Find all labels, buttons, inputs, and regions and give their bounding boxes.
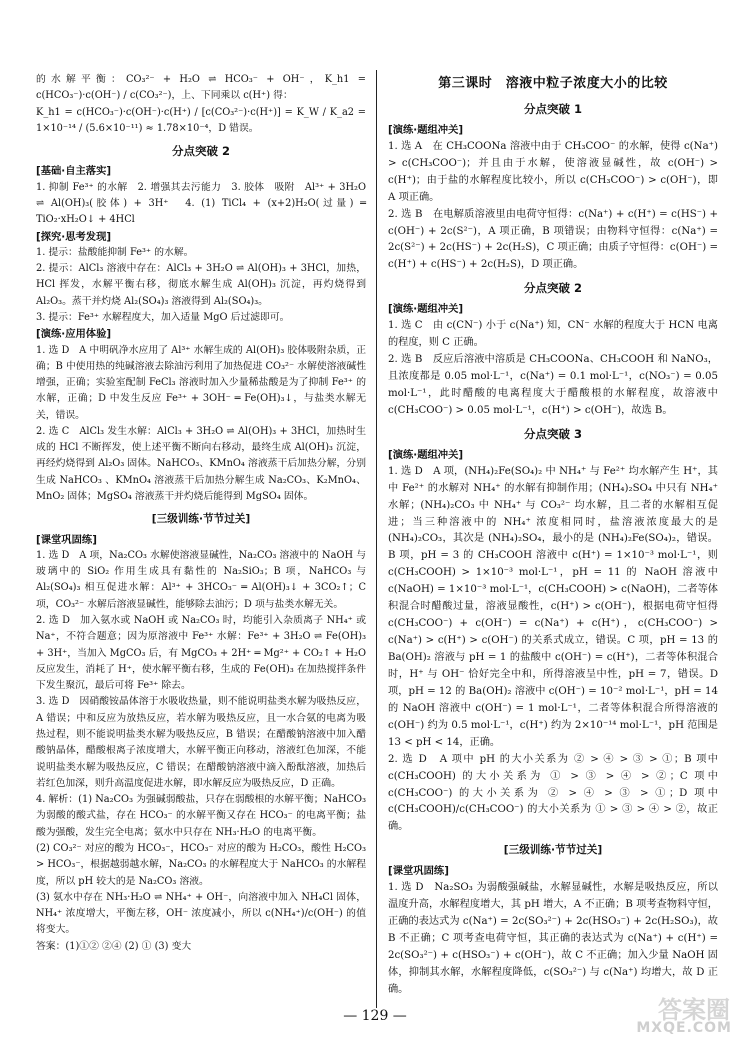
watermark-text: 答案圈 [658, 996, 730, 1024]
subsection-label: [课堂巩固练] [388, 865, 449, 878]
lesson-title: 第三课时 溶液中粒子浓度大小的比较 [438, 76, 668, 91]
paragraph: 1. 选 C 由 c(CN⁻) 小于 c(Na⁺) 知，CN⁻ 水解的程度大于 HCN 电离的程度，则 C 正确。 [388, 320, 718, 349]
section-banner: [三级训练·节节过关] [503, 844, 603, 857]
paragraph: 答案：(1)①② ②④ (2) ① (3) 变大 [36, 940, 192, 952]
paragraph: 1. 选 D A 项，Na₂CO₃ 水解使溶液显碱性，Na₂CO₃ 溶液中的 NaOH 与玻璃中的 SiO₂ 作用生成具有黏性的 Na₂SiO₃；B 项，NaHCO₃ 与 Al₂(SO₄)₃ 相互促进水解：Al³⁺ + 3HCO₃⁻ ═ Al(OH)₃↓ + 3CO₂↑；C 项，CO₃²⁻ 水解后溶液显碱性，能够除去油污；D 项与盐类水解无关。 [36, 549, 366, 610]
right-column [388, 72, 718, 999]
section-heading: 分点突破 2 [523, 281, 582, 296]
section-heading: 分点突破 1 [523, 101, 582, 116]
left-column [36, 72, 366, 955]
section-banner: [三级训练·节节过关] [151, 513, 251, 526]
paragraph: 1. 选 D A 项，(NH₄)₂Fe(SO₄)₂ 中 NH₄⁺ 与 Fe²⁺ 均水解产生 H⁺，其中 Fe²⁺ 的水解对 NH₄⁺ 的水解有抑制作用；(NH₄)₂SO₄ 中只有 NH₄⁺ 水解；(NH₄)₂CO₃ 中 NH₄⁺ 与 CO₃²⁻ 均水解，且二者的水解相互促进；当三种溶液中的 NH₄⁺ 浓度相同时，盐溶液浓度最大的是 (NH₄)₂CO₃，其次是 (NH₄)₂SO₄，最小的是 (NH₄)₂Fe(SO₄)₂，错误。B 项，pH = 3 的 CH₃COOH 溶液中 c(H⁺) = 1×10⁻³ mol·L⁻¹，则 c(CH₃COOH) > 1×10⁻³ mol·L⁻¹，pH = 11 的 NaOH 溶液中 c(NaOH) = 1×10⁻³ mol·L⁻¹，c(CH₃COOH) > c(NaOH)，二者等体积混合时醋酸过量，溶液显酸性，c(H⁺) > c(OH⁻)，根据电荷守恒得 c(CH₃COO⁻) + c(OH⁻) = c(Na⁺) + c(H⁺)，c(CH₃COO⁻) > c(Na⁺) > c(H⁺) > c(OH⁻) 的关系式成立，错误。C 项，pH = 13 的 Ba(OH)₂ 溶液与 pH = 1 的盐酸中 c(OH⁻) = c(H⁺)，二者等体积混合时，H⁺ 与 OH⁻ 恰好完全中和，所得溶液呈中性，pH = 7，错误。D 项，pH = 12 的 Ba(OH)₂ 溶液中 c(OH⁻) = 10⁻² mol·L⁻¹，pH = 14 的 NaOH 溶液中 c(OH⁻) = 1 mol·L⁻¹，二者等体积混合所得溶液的 c(OH⁻) 约为 0.5 mol·L⁻¹，c(H⁺) 约为 2×10⁻¹⁴ mol·L⁻¹，pH 范围是 13 < pH < 14，正确。 [388, 465, 718, 748]
subsection-label: [基础·自主落实] [36, 165, 112, 178]
paragraph: 1. 抑制 Fe³⁺ 的水解 2. 增强其去污能力 3. 胶体 吸附 Al³⁺ + 3H₂O ⇌ Al(OH)₃(胶体) + 3H⁺ 4. (1) TiCl₄ + (x+2)H₂O(过量) ═ TiO₂·xH₂O↓ + 4HCl [36, 181, 366, 226]
subsection-label: [探究·思考发现] [36, 230, 112, 243]
subsection-label: [演练·题组冲关] [388, 448, 464, 461]
paragraph: K_h1 = c(HCO₃⁻)·c(OH⁻)·c(H⁺) / [c(CO₃²⁻)·c(H⁺)] = K_W / K_a2 = 1×10⁻¹⁴ / (5.6×10⁻¹¹) ≈ 1.78×10⁻⁴，D 错误。 [36, 106, 366, 134]
paragraph: 2. 选 B 反应后溶液中溶质是 CH₃COONa、CH₃COOH 和 NaNO₃，且浓度都是 0.05 mol·L⁻¹，c(Na⁺) = 0.1 mol·L⁻¹，c(NO₃⁻) = 0.05 mol·L⁻¹，此时醋酸的电离程度大于醋酸根的水解程度，故溶液中 c(CH₃COO⁻) > 0.05 mol·L⁻¹，c(H⁺) > c(OH⁻)，故选 B。 [388, 354, 718, 416]
section-heading: 分点突破 3 [523, 426, 582, 441]
subsection-label: [课堂巩固练] [36, 533, 97, 546]
watermark-url: MXQE.COM [636, 1020, 732, 1036]
subsection-label: [演练·题组冲关] [388, 303, 464, 316]
page-number: — 129 — [343, 1008, 407, 1024]
paragraph: 2. 提示：AlCl₃ 溶液中存在：AlCl₃ + 3H₂O ⇌ Al(OH)₃ + 3HCl，加热，HCl 挥发，水解平衡右移，彻底水解生成 Al(OH)₃ 沉淀，再灼烧得到 Al₂O₃。蒸干并灼烧 Al₂(SO₄)₃ 溶液得到 Al₂(SO₄)₃。 [36, 263, 366, 307]
paragraph: (2) CO₃²⁻ 对应的酸为 HCO₃⁻，HCO₃⁻ 对应的酸为 H₂CO₃，酸性 H₂CO₃ > HCO₃⁻，根据越弱越水解，Na₂CO₃ 的水解程度大于 NaHCO₃ 的水解程度，所以 pH 较大的是 Na₂CO₃ 溶液。 [36, 842, 366, 887]
paragraph: 3. 提示：Fe³⁺ 水解程度大，加入适量 MgO 后过滤即可。 [36, 311, 290, 323]
subsection-label: [演练·题组冲关] [388, 123, 464, 136]
paragraph: 3. 选 D 因硝酸铵晶体溶于水吸收热量，则不能说明盐类水解为吸热反应，A 错误；中和反应为放热反应，若水解为吸热反应，且一水合氨的电离为吸热过程，则不能说明盐类水解为吸热反应，B 错误；在醋酸钠溶液中加入醋酸钠晶体，醋酸根离子浓度增大，水解平衡正向移动，溶液红色加深，不能说明盐类水解为吸热反应，C 错误；在醋酸钠溶液中滴入酚酞溶液，加热后若红色加深，则升高温度促进水解，即水解反应为吸热反应，D 正确。 [36, 696, 366, 789]
column-divider [376, 70, 377, 1008]
paragraph: 1. 选 A 在 CH₃COONa 溶液中由于 CH₃COO⁻ 的水解，使得 c(Na⁺) > c(CH₃COO⁻)；并且由于水解，使溶液显碱性，故 c(OH⁻) > c(H⁺)；由于盐的水解程度比较小，所以 c(CH₃COO⁻) > c(OH⁻)，即 A 项正确。 [388, 140, 718, 203]
paragraph: 的水解平衡：CO₃²⁻ + H₂O ⇌ HCO₃⁻ + OH⁻，K_h1 = c(HCO₃⁻)·c(OH⁻) / c(CO₃²⁻)，上、下同乘以 c(H⁺) 得： [36, 74, 366, 102]
paragraph: 2. 选 D A 项中 pH 的大小关系为 ② > ④ > ③ > ①；B 项中 c(CH₃COOH) 的大小关系为 ① > ③ > ④ > ②；C 项中 c(CH₃COO⁻) 的大小关系为 ② > ④ > ③ > ①；D 项中 c(CH₃COOH)/c(CH₃COO⁻) 的大小关系为 ① > ③ > ④ > ②，故正确。 [388, 753, 718, 833]
subsection-label: [演练·应用体验] [36, 328, 112, 341]
paragraph: 2. 选 C AlCl₃ 发生水解：AlCl₃ + 3H₂O ⇌ Al(OH)₃ + 3HCl，加热时生成的 HCl 不断挥发，使上述平衡不断向右移动，最终生成 Al(OH)₃ 沉淀，再经灼烧得到 Al₂O₃ 固体。NaHCO₃、KMnO₄ 溶液蒸干后加热分解，分别生成 NaHCO₃ 、KMnO₄ 溶液蒸干后加热分解生成 Na₂CO₃、K₂MnO₄、MnO₂ 固体；MgSO₄ 溶液蒸干并灼烧后能得到 MgSO₄ 固体。 [36, 425, 366, 503]
paragraph: 1. 提示：盐酸能抑制 Fe³⁺ 的水解。 [36, 246, 194, 258]
paragraph: 2. 选 D 加入氨水或 NaOH 或 Na₂CO₃ 时，均能引入杂质离子 NH₄⁺ 或 Na⁺，不符合题意；因为原溶液中 Fe³⁺ 水解：Fe³⁺ + 3H₂O ⇌ Fe(OH)₃ + 3H⁺，当加入 MgCO₃ 后，有 MgCO₃ + 2H⁺ ═ Mg²⁺ + CO₂↑ + H₂O 反应发生，消耗了 H⁺，使水解平衡右移，生成的 Fe(OH)₃ 在加热搅拌条件下发生聚沉，最后可将 Fe³⁺ 除去。 [36, 615, 366, 692]
paragraph: 1. 选 D Na₂SO₃ 为弱酸强碱盐，水解显碱性，水解是吸热反应，所以温度升高，水解程度增大，其 pH 增大，A 不正确；B 项考查物料守恒，正确的表达式为 c(Na⁺) = 2c(SO₃²⁻) + 2c(HSO₃⁻) + 2c(H₂SO₃)，故 B 不正确；C 项考查电荷守恒，其正确的表达式为 c(Na⁺) + c(H⁺) = 2c(SO₃²⁻) + c(HSO₃⁻) + c(OH⁻)，故 C 不正确；加入少量 NaOH 固体，抑制其水解，水解程度降低，c(SO₃²⁻) 与 c(Na⁺) 均增大，故 D 正确。 [388, 882, 718, 995]
watermark-logo [616, 990, 736, 1038]
section-heading: 分点突破 2 [171, 144, 230, 159]
paragraph: 1. 选 D A 中明矾净水应用了 Al³⁺ 水解生成的 Al(OH)₃ 胶体吸附杂质，正确；B 中使用热的纯碱溶液去除油污利用了加热促进 CO₃²⁻ 水解使溶液碱性增强，正确；实验室配制 FeCl₃ 溶液时加入少量稀盐酸是为了抑制 Fe³⁺ 的水解，正确；D 中发生反应 Fe³⁺ + 3OH⁻ ═ Fe(OH)₃↓，与盐类水解无关，错误。 [36, 344, 366, 421]
paragraph: (3) 氨水中存在 NH₃·H₂O ⇌ NH₄⁺ + OH⁻，向溶液中加入 NH₄Cl 固体，NH₄⁺ 浓度增大，平衡左移，OH⁻ 浓度减小，所以 c(NH₄⁺)/c(OH⁻) 的值将变大。 [36, 891, 366, 936]
paragraph: 4. 解析：(1) Na₂CO₃ 为强碱弱酸盐，只存在弱酸根的水解平衡；NaHCO₃ 为弱酸的酸式盐，存在 HCO₃⁻ 的水解平衡又存在 HCO₃⁻ 的电离平衡；盐酸为强酸，发生完全电离；氨水中只存在 NH₃·H₂O 的电离平衡。 [36, 794, 366, 838]
paragraph: 2. 选 B 在电解质溶液里由电荷守恒得：c(Na⁺) + c(H⁺) = c(HS⁻) + c(OH⁻) + 2c(S²⁻)，A 项正确，B 项错误；由物料守恒得：c(Na⁺) = 2c(S²⁻) + 2c(HS⁻) + 2c(H₂S)，C 项正确；由质子守恒得：c(OH⁻) = c(H⁺) + c(HS⁻) + 2c(H₂S)，D 项正确。 [388, 208, 718, 271]
